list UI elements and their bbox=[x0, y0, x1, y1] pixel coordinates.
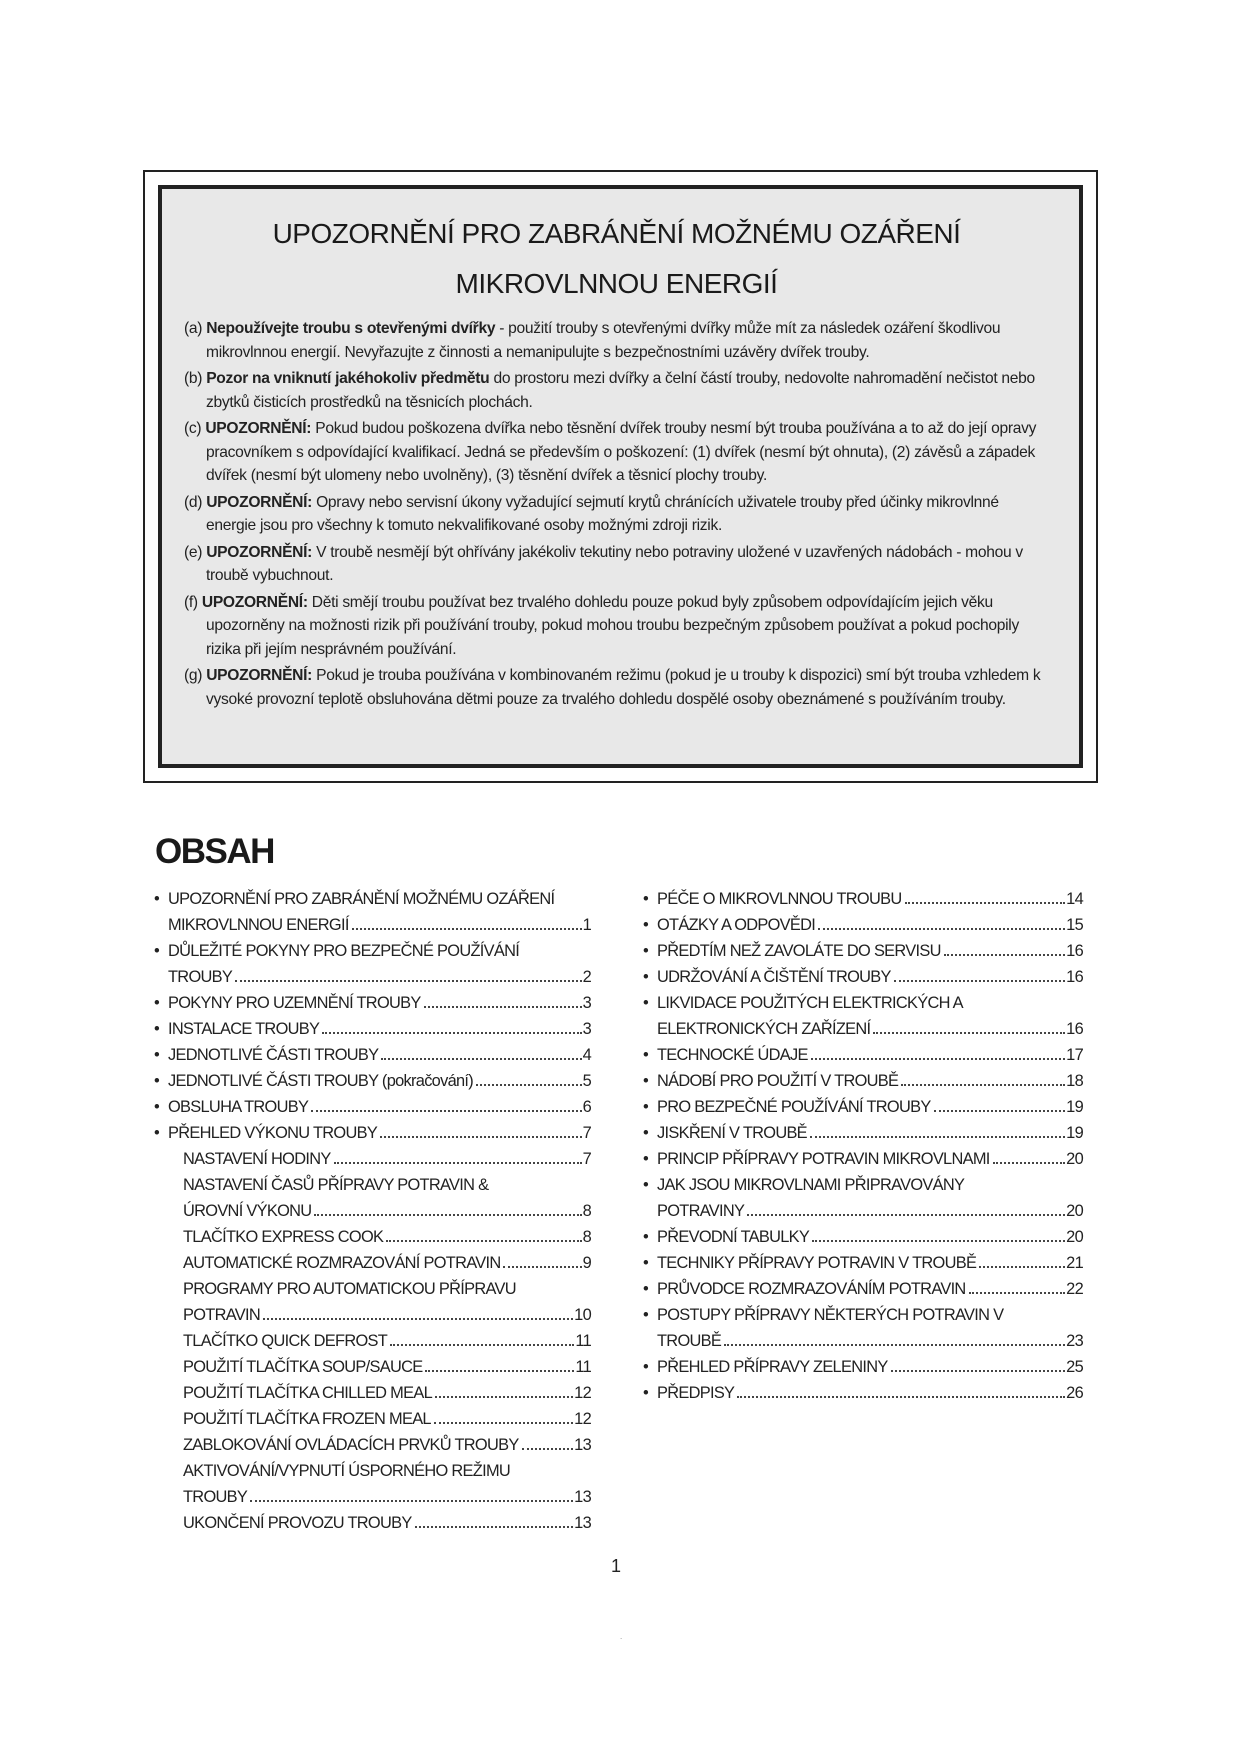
toc-page-number: 2 bbox=[582, 968, 591, 986]
toc-dot-leader bbox=[969, 1292, 1066, 1294]
toc-entry-row bbox=[183, 1146, 591, 1172]
radiation-warning-frame bbox=[143, 170, 1098, 783]
toc-entry-row bbox=[168, 1016, 591, 1042]
toc-page-number: 23 bbox=[1066, 1332, 1083, 1350]
toc-dot-leader bbox=[891, 1370, 1066, 1372]
warning-item-text: Děti smějí troubu používat bez trvalého dohledu pouze pokud byly způsobem odpovídajícím jejich věku upozorněny na možnosti rizik při používání trouby, pokud mohou troubu bezpečným způsobem používat a pokud pochopily rizika při jejím nesprávném používání. bbox=[206, 593, 1019, 658]
toc-entry-title: TROUBY bbox=[183, 1488, 248, 1506]
toc-page-number: 12 bbox=[574, 1410, 591, 1428]
toc-dot-leader bbox=[390, 1344, 574, 1346]
toc-entry bbox=[151, 1354, 591, 1380]
toc-entry-title: • PŘEDTÍM NEŽ ZAVOLÁTE DO SERVISU bbox=[657, 942, 941, 960]
toc-entry-row bbox=[168, 1042, 591, 1068]
toc-dot-leader bbox=[434, 1422, 573, 1424]
toc-page-number: 9 bbox=[582, 1254, 591, 1272]
toc-entry-title: • POKYNY PRO UZEMNĚNÍ TROUBY bbox=[168, 994, 421, 1012]
toc-entry-row bbox=[657, 1328, 1083, 1354]
toc-entry-row bbox=[168, 1068, 591, 1094]
toc-entry-title: POUŽITÍ TLAČÍTKA FROZEN MEAL bbox=[183, 1410, 431, 1428]
toc-page-number: 11 bbox=[575, 1332, 591, 1350]
toc-page-number: 16 bbox=[1066, 1020, 1083, 1038]
toc-heading: OBSAH bbox=[155, 832, 274, 871]
toc-page-number: 14 bbox=[1066, 890, 1083, 908]
toc-dot-leader bbox=[944, 954, 1065, 956]
warning-item-label: (d) bbox=[184, 493, 207, 511]
warning-title-line-1: UPOZORNĚNÍ PRO ZABRÁNĚNÍ MOŽNÉMU OZÁŘENÍ bbox=[272, 218, 961, 249]
toc-page-number: 15 bbox=[1066, 916, 1083, 934]
warning-item-emphasis: UPOZORNĚNÍ: bbox=[205, 420, 312, 437]
warning-item bbox=[184, 664, 1049, 711]
toc-entry bbox=[151, 1328, 591, 1354]
toc-entry bbox=[640, 1250, 1083, 1276]
toc-entry-row bbox=[183, 1354, 591, 1380]
toc-dot-leader bbox=[737, 1396, 1065, 1398]
toc-page-number: 13 bbox=[574, 1488, 591, 1506]
toc-entry bbox=[640, 1224, 1083, 1250]
toc-entry-line: NASTAVENÍ ČASŮ PŘÍPRAVY POTRAVIN & bbox=[183, 1176, 489, 1194]
warning-item-label: (e) bbox=[184, 543, 207, 561]
toc-dot-leader bbox=[235, 980, 581, 982]
warning-item bbox=[184, 417, 1049, 488]
toc-entry-title: • TECHNIKY PŘÍPRAVY POTRAVIN V TROUBĚ bbox=[657, 1254, 977, 1272]
radiation-warning-box bbox=[158, 185, 1083, 768]
toc-entry-row bbox=[657, 1276, 1083, 1302]
toc-page-number: 3 bbox=[582, 1020, 591, 1038]
toc-entry-row bbox=[183, 1250, 591, 1276]
warning-item-emphasis: UPOZORNĚNÍ: bbox=[206, 543, 313, 561]
warning-item-text: do prostoru mezi dvířky a čelní částí trouby, nedovolte nahromadění nečistot nebo zbytků čisticích prostředků na těsnicích plochách. bbox=[206, 370, 1035, 411]
toc-dot-leader bbox=[873, 1032, 1065, 1034]
toc-page-number: 12 bbox=[574, 1384, 591, 1402]
toc-page-number: 19 bbox=[1066, 1098, 1083, 1116]
warning-title-line-2: MIKROVLNNOU ENERGIÍ bbox=[455, 268, 778, 299]
toc-entry bbox=[640, 1172, 1083, 1224]
toc-entry-row bbox=[183, 1380, 591, 1406]
warning-item bbox=[184, 367, 1049, 414]
toc-entry-row bbox=[183, 1302, 591, 1328]
toc-entry-title: POUŽITÍ TLAČÍTKA CHILLED MEAL bbox=[183, 1384, 433, 1402]
toc-dot-leader bbox=[322, 1032, 581, 1034]
toc-entry-line: PROGRAMY PRO AUTOMATICKOU PŘÍPRAVU bbox=[183, 1280, 516, 1298]
toc-dot-leader bbox=[425, 1370, 574, 1372]
toc-dot-leader bbox=[901, 1084, 1065, 1086]
toc-entry-row bbox=[657, 1068, 1083, 1094]
toc-entry-title: • INSTALACE TROUBY bbox=[168, 1020, 320, 1038]
toc-entry-title: ZABLOKOVÁNÍ OVLÁDACÍCH PRVKŮ TROUBY bbox=[183, 1436, 519, 1454]
toc-entry-line: AKTIVOVÁNÍ/VYPNUTÍ ÚSPORNÉHO REŽIMU bbox=[183, 1462, 511, 1480]
toc-entry bbox=[151, 1042, 591, 1068]
toc-entry bbox=[640, 1380, 1083, 1406]
toc-entry bbox=[640, 938, 1083, 964]
toc-entry bbox=[640, 964, 1083, 990]
warning-item-text: Pokud je trouba používána v kombinovaném režimu (pokud je u trouby k dispozici) smí být trouba vzhledem k vysoké provozní teplotě obsluhována dětmi pouze za trvalého dohledu dospělé osoby obeznámené s používáním trouby. bbox=[206, 667, 1041, 708]
toc-entry-row bbox=[657, 1120, 1083, 1146]
toc-entry-line: • POSTUPY PŘÍPRAVY NĚKTERÝCH POTRAVIN V bbox=[657, 1306, 1004, 1324]
toc-entry bbox=[640, 1146, 1083, 1172]
toc-entry bbox=[151, 1458, 591, 1510]
toc-entry-title: POTRAVIN bbox=[183, 1306, 260, 1324]
toc-entry-row bbox=[183, 1328, 591, 1354]
toc-entry-row bbox=[657, 1354, 1083, 1380]
toc-entry-row bbox=[168, 1094, 591, 1120]
toc-entry bbox=[151, 886, 591, 938]
toc-entry-line: • JAK JSOU MIKROVLNAMI PŘIPRAVOVÁNY bbox=[657, 1176, 965, 1194]
toc-entry bbox=[151, 938, 591, 990]
footer-mark: . bbox=[620, 1632, 623, 1641]
toc-page-number: 20 bbox=[1066, 1228, 1083, 1246]
toc-entry-title: • TECHNOCKÉ ÚDAJE bbox=[657, 1046, 808, 1064]
toc-dot-leader bbox=[476, 1084, 582, 1086]
toc-entry-row bbox=[183, 1484, 591, 1510]
toc-page-number: 5 bbox=[582, 1072, 591, 1090]
toc-dot-leader bbox=[522, 1448, 574, 1450]
toc-dot-leader bbox=[381, 1058, 581, 1060]
toc-entry bbox=[151, 1276, 591, 1328]
toc-entry bbox=[151, 1510, 591, 1536]
toc-entry-row bbox=[657, 912, 1083, 938]
warning-item-emphasis: UPOZORNĚNÍ: bbox=[206, 667, 313, 684]
toc-entry bbox=[151, 1406, 591, 1432]
toc-entry-row bbox=[657, 1094, 1083, 1120]
toc-entry-title: • OBSLUHA TROUBY bbox=[168, 1098, 309, 1116]
toc-entry bbox=[151, 1250, 591, 1276]
toc-entry bbox=[151, 1068, 591, 1094]
toc-entry-title: • UDRŽOVÁNÍ A ČIŠTĚNÍ TROUBY bbox=[657, 968, 891, 986]
toc-entry-row bbox=[657, 886, 1083, 912]
warning-item-label: (g) bbox=[184, 667, 207, 684]
toc-entry-row bbox=[183, 1432, 591, 1458]
toc-entry-row bbox=[168, 912, 591, 938]
toc-page-number: 18 bbox=[1066, 1072, 1083, 1090]
warning-item-label: (b) bbox=[184, 370, 207, 387]
warning-item-emphasis: UPOZORNĚNÍ: bbox=[201, 593, 308, 611]
toc-entry-line: • UPOZORNĚNÍ PRO ZABRÁNĚNÍ MOŽNÉMU OZÁŘENÍ bbox=[168, 890, 555, 908]
warning-item-text: - použití trouby s otevřenými dvířky může mít za následek ozáření škodlivou mikrovlnnou energií. Nevyřazujte z činnosti a nemanipulujte s bezpečnostními uzávěry dvířek trouby. bbox=[206, 320, 1001, 361]
toc-dot-leader bbox=[334, 1162, 582, 1164]
toc-entry-row bbox=[183, 1198, 591, 1224]
toc-page-number: 10 bbox=[574, 1306, 591, 1324]
toc-dot-leader bbox=[352, 928, 582, 930]
toc-page-number: 8 bbox=[582, 1228, 591, 1246]
toc-dot-leader bbox=[818, 928, 1065, 930]
toc-entry bbox=[640, 1042, 1083, 1068]
toc-entry-row bbox=[657, 964, 1083, 990]
toc-entry-title: • PRINCIP PŘÍPRAVY POTRAVIN MIKROVLNAMI bbox=[657, 1150, 990, 1168]
toc-page-number: 19 bbox=[1066, 1124, 1083, 1142]
toc-entry-title: POTRAVINY bbox=[657, 1202, 745, 1220]
toc-entry-row bbox=[183, 1510, 591, 1536]
toc-entry bbox=[640, 1354, 1083, 1380]
toc-entry-title: • PŘEVODNÍ TABULKY bbox=[657, 1228, 810, 1246]
toc-page-number: 21 bbox=[1066, 1254, 1083, 1272]
warning-item bbox=[184, 317, 1049, 364]
toc-entry-title: TROUBĚ bbox=[657, 1332, 722, 1350]
toc-entry bbox=[151, 1380, 591, 1406]
toc-entry-row bbox=[657, 1198, 1083, 1224]
toc-dot-leader bbox=[811, 1058, 1065, 1060]
toc-entry bbox=[640, 1302, 1083, 1354]
warning-item bbox=[184, 591, 1049, 662]
toc-entry-title: • PŘEHLED PŘÍPRAVY ZELENINY bbox=[657, 1358, 888, 1376]
toc-entry bbox=[151, 1224, 591, 1250]
toc-entry-row bbox=[657, 1016, 1083, 1042]
toc-entry-title: • NÁDOBÍ PRO POUŽITÍ V TROUBĚ bbox=[657, 1072, 899, 1090]
toc-entry-title: POUŽITÍ TLAČÍTKA SOUP/SAUCE bbox=[183, 1358, 423, 1376]
toc-dot-leader bbox=[386, 1240, 581, 1242]
toc-entry-row bbox=[657, 1224, 1083, 1250]
toc-entry bbox=[640, 912, 1083, 938]
toc-entry bbox=[640, 990, 1083, 1042]
page-number: 1 bbox=[611, 1556, 622, 1576]
toc-entry-line: • DŮLEŽITÉ POKYNY PRO BEZPEČNÉ POUŽÍVÁNÍ bbox=[168, 942, 520, 960]
toc-dot-leader bbox=[724, 1344, 1065, 1346]
toc-dot-leader bbox=[263, 1318, 573, 1320]
toc-entry-row bbox=[168, 990, 591, 1016]
toc-left-column bbox=[151, 886, 591, 1536]
toc-page-number: 20 bbox=[1066, 1150, 1083, 1168]
toc-page-number: 8 bbox=[582, 1202, 591, 1220]
toc-dot-leader bbox=[435, 1396, 573, 1398]
toc-page-number: 11 bbox=[575, 1358, 591, 1376]
toc-entry-row bbox=[657, 1250, 1083, 1276]
toc-entry bbox=[151, 1432, 591, 1458]
toc-entry-title: • JEDNOTLIVÉ ČÁSTI TROUBY bbox=[168, 1046, 379, 1064]
warning-list bbox=[184, 317, 1049, 711]
toc-dot-leader bbox=[747, 1214, 1065, 1216]
toc-entry bbox=[640, 886, 1083, 912]
toc-page-number: 13 bbox=[574, 1436, 591, 1454]
toc-entry-line: • LIKVIDACE POUŽITÝCH ELEKTRICKÝCH A bbox=[657, 994, 963, 1012]
warning-item bbox=[184, 541, 1049, 588]
toc-dot-leader bbox=[894, 980, 1065, 982]
toc-dot-leader bbox=[979, 1266, 1065, 1268]
toc-entry-title: ELEKTRONICKÝCH ZAŘÍZENÍ bbox=[657, 1020, 871, 1038]
toc-dot-leader bbox=[812, 1240, 1065, 1242]
toc-entry-title: UKONČENÍ PROVOZU TROUBY bbox=[183, 1514, 412, 1532]
toc-page-number: 13 bbox=[574, 1514, 591, 1532]
toc-entry-title: • PRŮVODCE ROZMRAZOVÁNÍM POTRAVIN bbox=[657, 1280, 966, 1298]
toc-page-number: 4 bbox=[582, 1046, 591, 1064]
toc-page-number: 7 bbox=[582, 1124, 591, 1142]
toc-entry-title: NASTAVENÍ HODINY bbox=[183, 1150, 331, 1168]
toc-dot-leader bbox=[993, 1162, 1066, 1164]
toc-entry-title: MIKROVLNNOU ENERGIÍ bbox=[168, 916, 349, 934]
toc-dot-leader bbox=[250, 1500, 573, 1502]
toc-entry-row bbox=[657, 1042, 1083, 1068]
toc-entry bbox=[640, 1094, 1083, 1120]
toc-entry-title: • PÉČE O MIKROVLNNOU TROUBU bbox=[657, 890, 902, 908]
warning-item-text: Opravy nebo servisní úkony vyžadující sejmutí krytů chránících uživatele trouby před účinky mikrovlnné energie jsou pro všechny k tomuto nekvalifikované osoby možnými zdroji rizik. bbox=[206, 493, 999, 534]
toc-entry-title: • PŘEDPISY bbox=[657, 1384, 735, 1402]
toc-entry bbox=[640, 1276, 1083, 1302]
toc-entry-title: • PRO BEZPEČNÉ POUŽÍVÁNÍ TROUBY bbox=[657, 1098, 931, 1116]
toc-page-number: 16 bbox=[1066, 968, 1083, 986]
toc-page-number: 20 bbox=[1066, 1202, 1083, 1220]
toc-right-column bbox=[640, 886, 1083, 1406]
toc-entry-row bbox=[168, 964, 591, 990]
toc-entry-title: ÚROVNÍ VÝKONU bbox=[183, 1202, 312, 1220]
toc-entry-row bbox=[168, 1120, 591, 1146]
warning-item-label: (f) bbox=[184, 593, 202, 611]
toc-page-number: 7 bbox=[582, 1150, 591, 1168]
toc-dot-leader bbox=[503, 1266, 581, 1268]
toc-entry bbox=[151, 1146, 591, 1172]
toc-dot-leader bbox=[311, 1110, 581, 1112]
toc-page-number: 22 bbox=[1066, 1280, 1083, 1298]
warning-title bbox=[184, 209, 1049, 309]
toc-dot-leader bbox=[314, 1214, 581, 1216]
toc-entry-row bbox=[657, 1380, 1083, 1406]
toc-entry-title: AUTOMATICKÉ ROZMRAZOVÁNÍ POTRAVIN bbox=[183, 1254, 501, 1272]
toc-dot-leader bbox=[424, 1006, 582, 1008]
toc-entry-title: • JEDNOTLIVÉ ČÁSTI TROUBY (pokračování) bbox=[168, 1072, 474, 1090]
toc-entry-row bbox=[183, 1224, 591, 1250]
toc-entry-title: TLAČÍTKO EXPRESS COOK bbox=[183, 1228, 384, 1246]
toc-entry bbox=[151, 1094, 591, 1120]
toc-dot-leader bbox=[415, 1526, 574, 1528]
toc-entry bbox=[151, 990, 591, 1016]
toc-entry bbox=[151, 1120, 591, 1146]
toc-dot-leader bbox=[934, 1110, 1066, 1112]
toc-dot-leader bbox=[905, 902, 1066, 904]
toc-page-number: 6 bbox=[582, 1098, 591, 1116]
toc-entry bbox=[151, 1016, 591, 1042]
toc-page-number: 16 bbox=[1066, 942, 1083, 960]
toc-page-number: 25 bbox=[1066, 1358, 1083, 1376]
toc-entry-title: • JISKŘENÍ V TROUBĚ bbox=[657, 1124, 807, 1142]
toc-dot-leader bbox=[810, 1136, 1065, 1138]
warning-item-text: V troubě nesmějí být ohřívány jakékoliv tekutiny nebo potraviny uložené v uzavřených nádobách - mohou v troubě vybuchnout. bbox=[206, 543, 1023, 584]
warning-item-label: (a) bbox=[184, 320, 207, 337]
toc-entry-title: TROUBY bbox=[168, 968, 233, 986]
toc-entry-title: • OTÁZKY A ODPOVĚDI bbox=[657, 916, 816, 934]
toc-entry bbox=[151, 1172, 591, 1224]
toc-entry bbox=[640, 1068, 1083, 1094]
toc-entry-title: TLAČÍTKO QUICK DEFROST bbox=[183, 1332, 388, 1350]
warning-item-label: (c) bbox=[184, 420, 206, 437]
toc-page-number: 17 bbox=[1066, 1046, 1083, 1064]
warning-item-emphasis: UPOZORNĚNÍ: bbox=[206, 493, 313, 511]
warning-item-text: Pokud budou poškozena dvířka nebo těsnění dvířek trouby nesmí být trouba používána a to až do její opravy pracovníkem s odpovídající kvalifikací. Jedná se především o poškození: (1) dvířek (nesmí být ohnuta), (2) závěsů a západek dvířek (nesmí být ulomeny nebo uvolněny), (3) těsnění dvířek a těsnicí plochy trouby. bbox=[206, 420, 1037, 484]
toc-page-number: 26 bbox=[1066, 1384, 1083, 1402]
toc-entry-row bbox=[657, 1146, 1083, 1172]
toc-entry-row bbox=[183, 1406, 591, 1432]
warning-item-emphasis: Pozor na vniknutí jakéhokoliv předmětu bbox=[206, 370, 490, 387]
toc-entry bbox=[640, 1120, 1083, 1146]
toc-dot-leader bbox=[380, 1136, 582, 1138]
toc-page-number: 1 bbox=[582, 916, 591, 934]
warning-item-emphasis: Nepoužívejte troubu s otevřenými dvířky bbox=[206, 320, 496, 337]
toc-entry-row bbox=[657, 938, 1083, 964]
toc-page-number: 3 bbox=[582, 994, 591, 1012]
toc-entry-title: • PŘEHLED VÝKONU TROUBY bbox=[168, 1124, 378, 1142]
warning-item bbox=[184, 491, 1049, 538]
